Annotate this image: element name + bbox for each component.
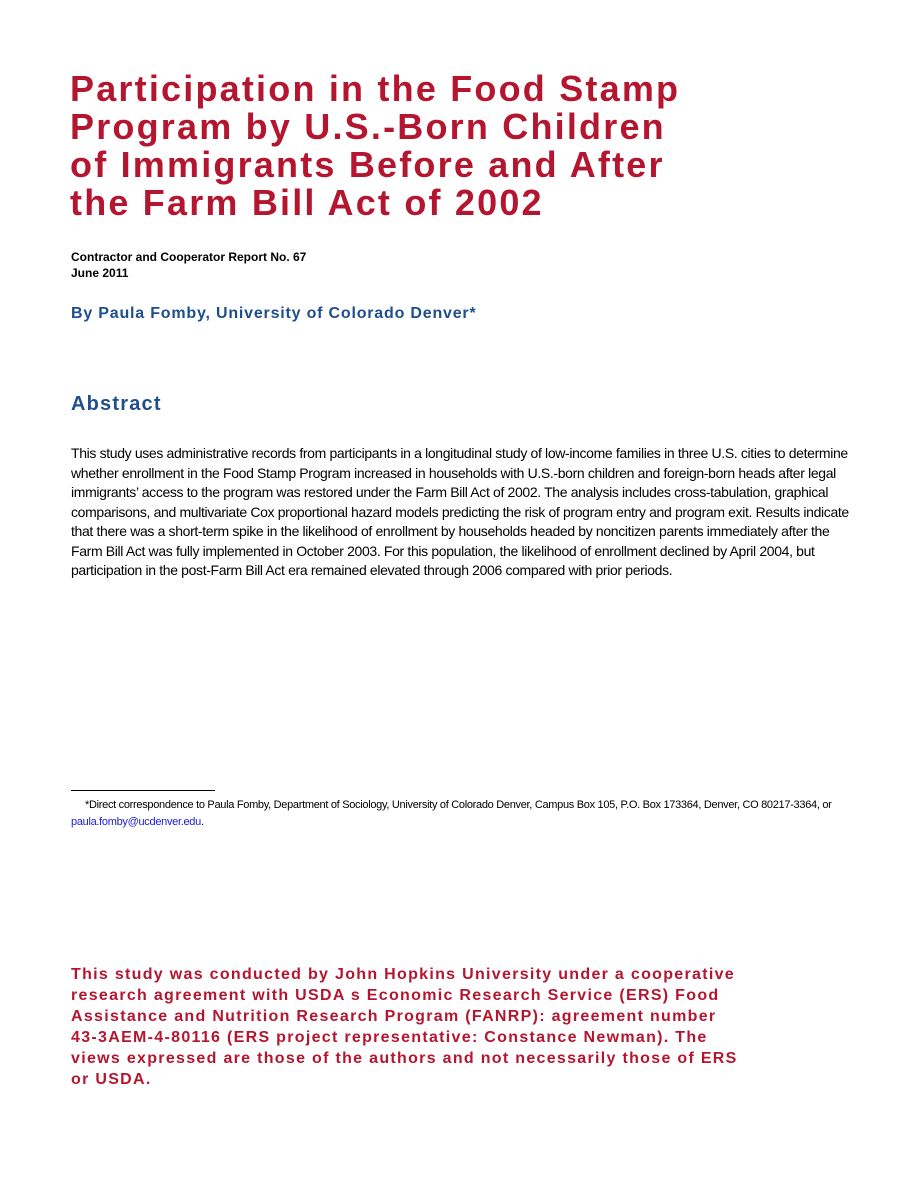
- disclaimer-line: This study was conducted by John Hopkins University under a cooperative: [71, 966, 735, 983]
- report-date: June 2011: [71, 266, 129, 280]
- report-meta: [71, 249, 306, 281]
- disclaimer: [71, 964, 831, 1090]
- footnote-marker: *: [85, 799, 89, 811]
- document-title: [70, 70, 770, 222]
- title-line: of Immigrants Before and After: [70, 144, 665, 185]
- author-byline: By Paula Fomby, University of Colorado Denver*: [71, 305, 477, 322]
- disclaimer-line: research agreement with USDA s Economic Research Service (ERS) Food: [71, 987, 720, 1004]
- abstract-text: This study uses administrative records from participants in a longitudinal study of low-income families in three U.S. cities to determine whether enrollment in the Food Stamp Program increased in households with U.S.-born children and foreign-born heads after legal immigrants’ access to the program was restored under the Farm Bill Act of 2002. The analysis includes cross-tabulation, graphical comparisons, and multivariate Cox proportional hazard models predicting the risk of program entry and program exit. Results indicate that there was a short-term spike in the likelihood of enrollment by households headed by noncitizen parents immediately after the Farm Bill Act was fully implemented in October 2003. For this population, the likelihood of enrollment declined by April 2004, but participation in the post-Farm Bill Act era remained elevated through 2006 compared with prior periods.: [71, 445, 849, 578]
- disclaimer-line: or USDA.: [71, 1071, 152, 1088]
- footnote-divider: [71, 790, 215, 791]
- email-link[interactable]: paula.fomby@ucdenver.edu: [71, 816, 201, 828]
- footnote-text: Direct correspondence to Paula Fomby, Department of Sociology, University of Colorado Denver, Campus Box 105, P.O. Box 173364, Denver, CO 80217-3364, or: [88, 799, 832, 811]
- abstract-heading: Abstract: [71, 393, 162, 415]
- disclaimer-line: 43-3AEM-4-80116 (ERS project representative: Constance Newman). The: [71, 1029, 708, 1046]
- title-line: Participation in the Food Stamp: [70, 68, 681, 109]
- title-line: Program by U.S.-Born Children: [70, 106, 666, 147]
- report-number: Contractor and Cooperator Report No. 67: [71, 250, 307, 264]
- footnote-end: .: [200, 816, 204, 828]
- footnote: [71, 797, 841, 831]
- disclaimer-line: Assistance and Nutrition Research Program (FANRP): agreement number: [71, 1008, 717, 1025]
- disclaimer-line: views expressed are those of the authors and not necessarily those of ERS: [71, 1050, 738, 1067]
- title-line: the Farm Bill Act of 2002: [70, 182, 544, 223]
